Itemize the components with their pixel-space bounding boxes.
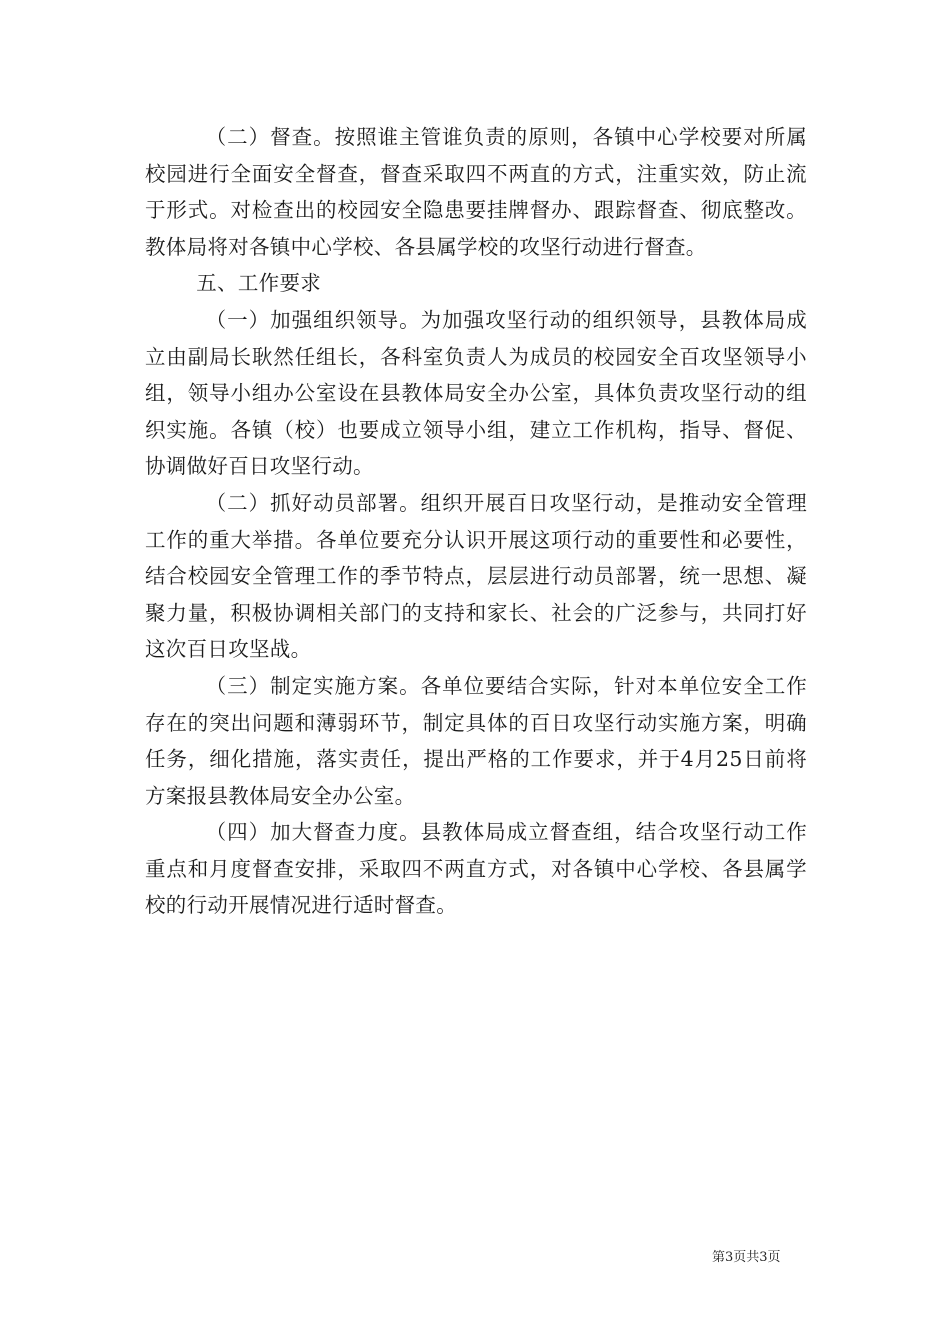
paragraph-inspection-strength: （四）加大督查力度。县教体局成立督查组，结合攻坚行动工作重点和月度督查安排，采取四不两直方式，对各镇中心学校、各县属学校的行动开展情况进行适时督查。 bbox=[145, 820, 807, 918]
paragraph-mobilization: （二）抓好动员部署。组织开展百日攻坚行动，是推动安全管理工作的重大举措。各单位要充分认识开展这项行动的重要性和必要性，结合校园安全管理工作的季节特点，层层进行动员部署，统一思想、凝聚力量，积极协调相关部门的支持和家长、社会的广泛参与，共同打好这次百日攻坚战。 bbox=[145, 490, 807, 662]
section-heading-work-requirements: 五、工作要求 bbox=[196, 271, 322, 296]
paragraph-supervision: （二）督查。按照谁主管谁负责的原则，各镇中心学校要对所属校园进行全面安全督查，督查采取四不两直的方式，注重实效，防止流于形式。对检查出的校园安全隐患要挂牌督办、跟踪督查、彻底整改。教体局将对各镇中心学校、各县属学校的攻坚行动进行督查。 bbox=[145, 125, 807, 259]
paragraph-organization-leadership: （一）加强组织领导。为加强攻坚行动的组织领导，县教体局成立由副局长耿然任组长，各科室负责人为成员的校园安全百攻坚领导小组，领导小组办公室设在县教体局安全办公室，具体负责攻坚行动的组织实施。各镇（校）也要成立领导小组，建立工作机构，指导、督促、协调做好百日攻坚行动。 bbox=[145, 307, 807, 479]
document-body bbox=[145, 119, 807, 924]
paragraph-implementation-plan: （三）制定实施方案。各单位要结合实际，针对本单位安全工作存在的突出问题和薄弱环节，制定具体的百日攻坚行动实施方案，明确任务，细化措施，落实责任，提出严格的工作要求，并于4月25日前将方案报县教体局安全办公室。 bbox=[145, 673, 807, 808]
page-number-footer: 第3页共3页 bbox=[712, 1250, 781, 1265]
